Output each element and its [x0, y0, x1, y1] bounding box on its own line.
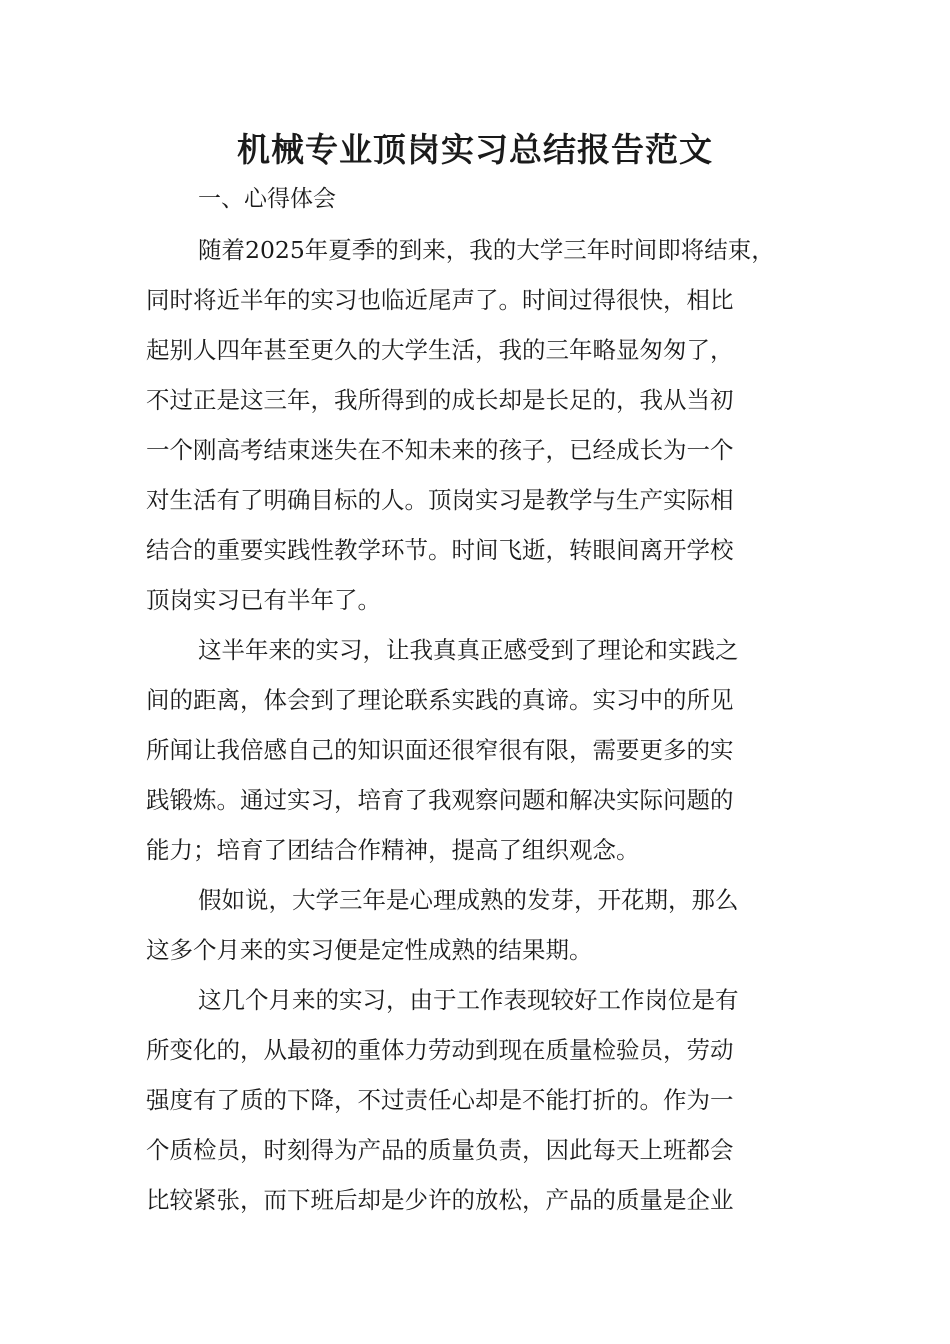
- body-line: 这半年来的实习，让我真真正感受到了理论和实践之: [198, 636, 739, 664]
- body-line: 所变化的，从最初的重体力劳动到现在质量检验员，劳动: [146, 1036, 734, 1064]
- section-heading: 一、心得体会: [198, 186, 336, 212]
- body-line: 同时将近半年的实习也临近尾声了。时间过得很快，相比: [146, 286, 734, 314]
- body-line: 比较紧张，而下班后却是少许的放松，产品的质量是企业: [146, 1186, 734, 1214]
- document-title: 机械专业顶岗实习总结报告范文: [237, 130, 713, 169]
- body-line: 个质检员，时刻得为产品的质量负责，因此每天上班都会: [146, 1136, 734, 1164]
- body-line: 随着2025年夏季的到来，我的大学三年时间即将结束，: [198, 236, 775, 264]
- body-line: 结合的重要实践性教学环节。时间飞逝，转眼间离开学校: [146, 536, 734, 564]
- body-line: 一个刚高考结束迷失在不知未来的孩子，已经成长为一个: [146, 436, 734, 464]
- body-line: 这多个月来的实习便是定性成熟的结果期。: [146, 936, 593, 964]
- body-line: 能力；培育了团结合作精神，提高了组织观念。: [146, 836, 640, 864]
- body-line: 对生活有了明确目标的人。顶岗实习是教学与生产实际相: [146, 486, 734, 514]
- body-line: 顶岗实习已有半年了。: [146, 586, 381, 614]
- body-line: 所闻让我倍感自己的知识面还很窄很有限，需要更多的实: [146, 736, 734, 764]
- body-line: 这几个月来的实习，由于工作表现较好工作岗位是有: [198, 986, 739, 1014]
- body-line: 践锻炼。通过实习，培育了我观察问题和解决实际问题的: [146, 786, 734, 814]
- body-line: 强度有了质的下降，不过责任心却是不能打折的。作为一: [146, 1086, 734, 1114]
- body-line: 起别人四年甚至更久的大学生活，我的三年略显匆匆了，: [146, 336, 734, 364]
- body-line: 间的距离，体会到了理论联系实践的真谛。实习中的所见: [146, 686, 734, 714]
- body-line: 不过正是这三年，我所得到的成长却是长足的，我从当初: [146, 386, 734, 414]
- body-line: 假如说，大学三年是心理成熟的发芽，开花期，那么: [198, 886, 739, 914]
